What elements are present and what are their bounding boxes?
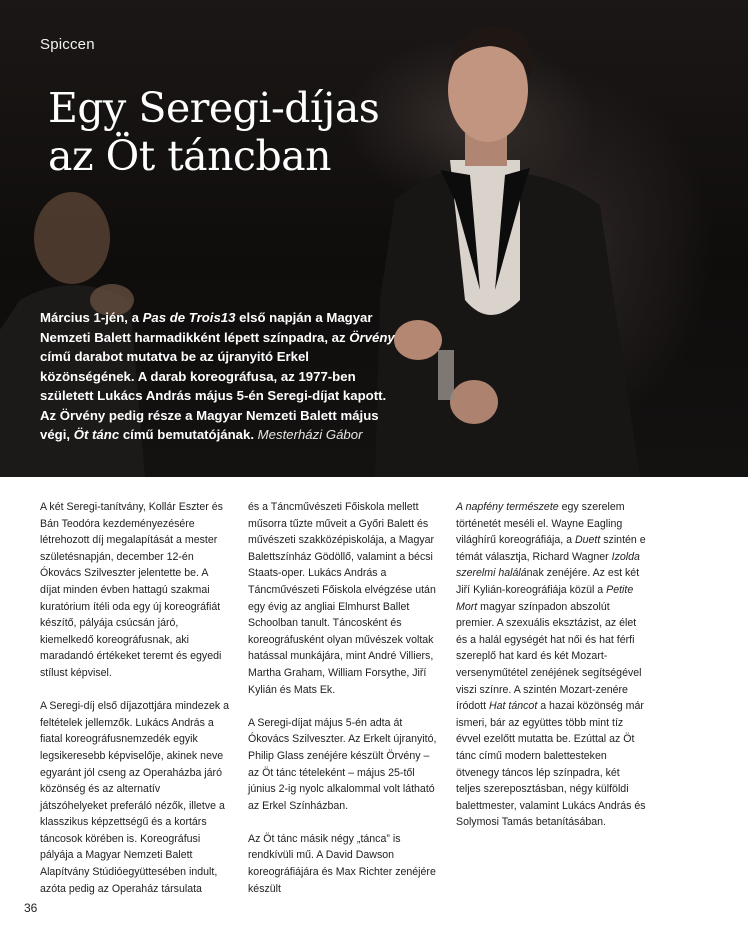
page-title-line-1: Egy Seregi-díjas — [48, 84, 380, 132]
body-emphasis: Petite Mort — [456, 583, 634, 613]
lead-emphasis: Pas de Trois13 — [142, 310, 236, 325]
body-text: egy szerelem történetét meséli el. Wayne Eagling világhírű koreográfiája, a — [456, 501, 625, 547]
lead-text: című bemutatójának. — [119, 427, 254, 442]
section-label: Spiccen — [40, 36, 95, 53]
body-paragraph — [456, 499, 646, 831]
body-paragraph: A Seregi-díjat május 5-én adta át Ókovács Szilveszter. Az Erkelt újranyitó, Philip Glass zenéjére készült Örvény – az Öt tánc tételeként – május 25-től június 2-ig nyolc alkalommal volt látható az Erkel Színházban. — [248, 716, 437, 812]
body-paragraph: A két Seregi-tanítvány, Kollár Eszter és Bán Teodóra kezdeményezésére létrehozott díj megalapítását a mester születésnapján, december 12-én Ókovács Szilveszter jelentette be. A díjat minden évben hattagú szakmai kuratórium ítéli oda egy új koreográfiát készítő, pályája csúcsán járó, kiemelkedő koreográfusnak, aki maradandó értékeket teremt és egyedi stílust képvisel. — [40, 501, 223, 679]
text-column-3 — [456, 499, 646, 847]
page-title-line-2: az Öt táncban — [48, 132, 332, 180]
lead-text: első napján a Magyar Nemzeti Balett harmadikként lépett színpadra, az — [40, 310, 373, 345]
body-text: szintén e témát választja, Richard Wagner — [456, 534, 646, 563]
body-paragraph: Az Öt tánc másik négy „tánca” is rendkívüli mű. A David Dawson koreográfiájára és Max Richter zenéjére készült — [248, 832, 436, 895]
body-text: a hazai közönség már ismeri, bár az együttes több mint tíz évvel ezelőtt mutatta be. Ezúttal az Öt tánc című modern balettesteken ötvenegy táncos lép színpadra, két teljes szereposztásban, négy külföldi balettmester, valamint Lukács András és Solymosi Tamás betanításában. — [456, 700, 646, 829]
text-column-2 — [248, 499, 438, 914]
body-paragraph: A Seregi-díj első díjazottjára mindezek a feltételek jellemzők. Lukács András a fiatal koreográfusnemzedék egyik legsikeresebb képviselője, akinek neve egyaránt jól cseng az Operaházba járó közönség és az alternatív játszóhelyeket preferáló nézők, illetve a klasszikus képzettségű és a kortárs táncosok körében is. Koreográfusi pályája a Magyar Nemzeti Balett Alapítvány Stúdióegyüttesében indult, azóta pedig az Operaház társulata — [40, 700, 230, 895]
lead-paragraph — [40, 308, 405, 445]
body-emphasis: Duett — [574, 534, 601, 547]
lead-emphasis: Örvény — [349, 329, 395, 345]
author-name: Mesterházi Gábor — [257, 427, 363, 442]
page-number: 36 — [24, 901, 38, 915]
body-emphasis: A napfény természete — [456, 501, 559, 513]
body-paragraph: és a Táncművészeti Főiskola mellett műsorra tűzte műveit a Győri Balett és művészeti szakközépiskolája, a Magyar Balettszínház Gödöllő, valamint a bécsi Staats-oper. Lukács András a Táncművészeti Főiskola elvégzése után egy évig az angliai Elmhurst Ballet Schoolban tanult. Táncosként és koreográfusként olyan művészek voltak hatással munkájára, mint André Villiers, Martha Graham, William Forsythe, Jiří Kylián és Mats Ek. — [248, 501, 436, 696]
text-column-1 — [40, 499, 230, 914]
body-emphasis: Izolda szerelmi halálá — [456, 550, 640, 580]
lead-emphasis: Öt tánc — [73, 427, 120, 442]
body-text: magyar színpadon abszolút premier. A szexuális eksztázist, az élet és a halál egységét hat női és hat férfi szereplő hat kard és két Mozart-versenyműtétel zenéjének segítségével viszi színre. A szintén Mozart-zenére íródott — [456, 600, 642, 713]
body-emphasis: Hat táncot — [488, 700, 538, 713]
page-title — [48, 84, 379, 180]
lead-text: című darabot mutatva be az újranyitó Erkel közönségének. A darab koreográfusa, az 1977-ben született Lukács András május 5-én Seregi-díjat kapott. Az Örvény pedig része a Magyar Nemzeti Balett május végi, — [40, 349, 387, 442]
lead-text: Március 1-jén, a — [40, 310, 143, 325]
body-text: nak zenéjére. Az est két Jiří Kylián-koreográfiája közül a — [456, 567, 640, 596]
